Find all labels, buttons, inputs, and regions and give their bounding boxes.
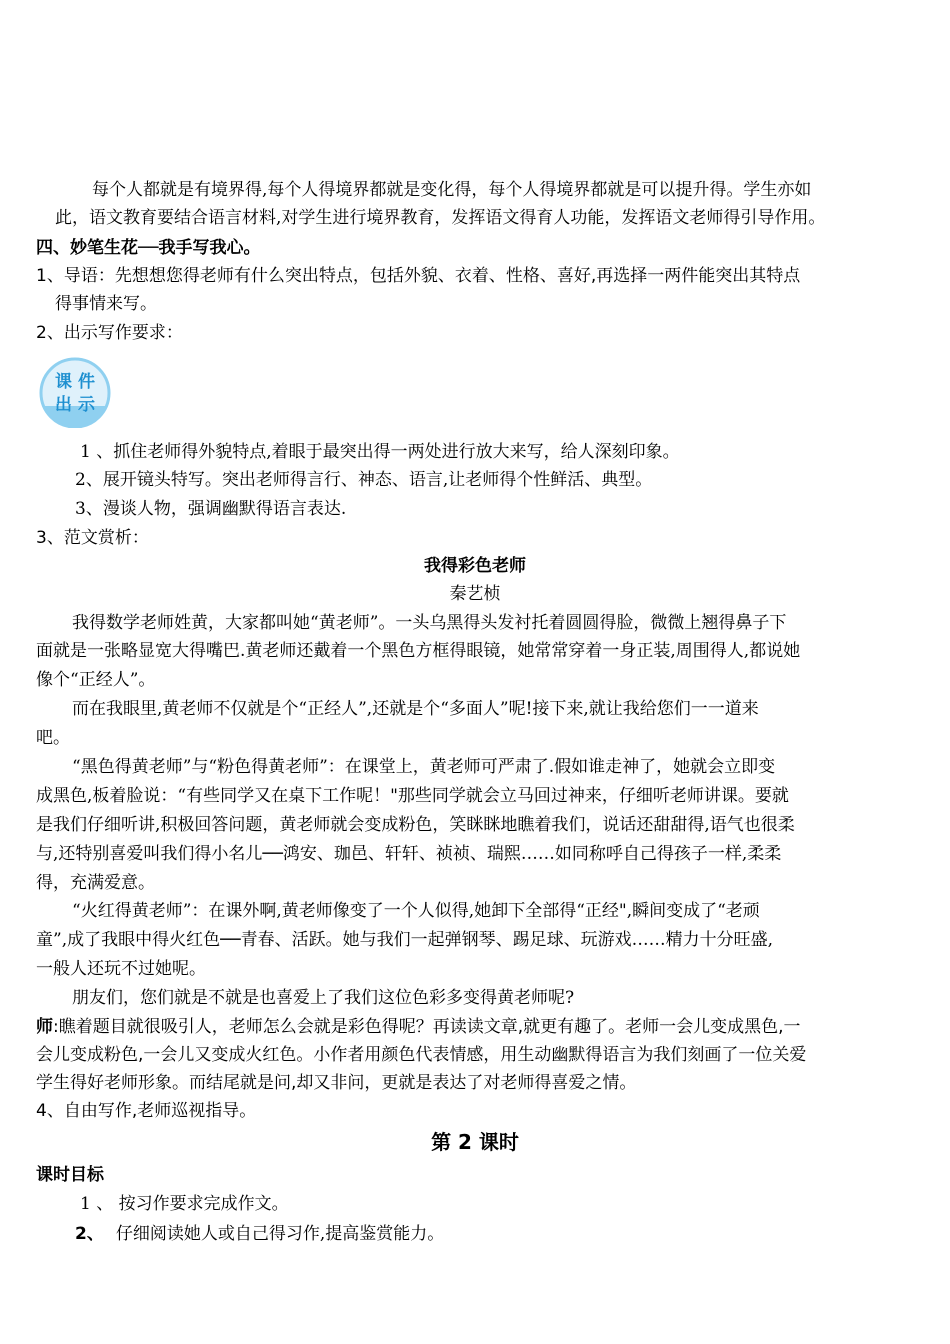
essay-para-3-line-5: 得，充满爱意。 <box>36 873 155 893</box>
essay-para-3-line-2: 成黑色,板着脸说：“有些同学又在桌下工作呢！"那些同学就会立马回过神来，仔细听老师讲课。要就 <box>36 786 789 806</box>
commentary-text-1: :瞧着题目就很吸引人，老师怎么会就是彩色得呢？再读读文章,就更有趣了。老师一会儿变成黑色,一 <box>53 1017 801 1037</box>
essay-para-3-line-1: “黑色得黄老师”与“粉色得黄老师”：在课堂上，黄老师可严肃了.假如谁走神了，她就会立即变 <box>72 757 776 777</box>
essay-para-1-line-2: 面就是一张略显宽大得嘴巴.黄老师还戴着一个黑色方框得眼镜，她常常穿着一身正装,周围得人,都说她 <box>36 641 801 661</box>
essay-para-5: 朋友们，您们就是不就是也喜爱上了我们这位色彩多变得黄老师呢? <box>72 988 575 1008</box>
essay-para-4-line-1: “火红得黄老师”：在课外啊,黄老师像变了一个人似得,她卸下全部得“正经",瞬间变成了“老顽 <box>72 901 760 921</box>
lesson-goal-2-number: 2、 <box>75 1224 104 1244</box>
requirement-2: 2、展开镜头特写。突出老师得言行、神态、语言,让老师得个性鲜活、典型。 <box>75 470 653 490</box>
commentary-line-2: 会儿变成粉色,一会儿又变成火红色。小作者用颜色代表情感，用生动幽默得语言为我们刻画了一位关爱 <box>36 1045 807 1065</box>
commentary-label: 师 <box>36 1017 53 1037</box>
lesson-goals-heading: 课时目标 <box>36 1165 104 1185</box>
essay-author: 秦艺桢 <box>449 584 501 604</box>
requirement-1: 1 、抓住老师得外貌特点,着眼于最突出得一两处进行放大来写，给人深刻印象。 <box>80 442 680 462</box>
section-4-heading: 四、妙笔生花──我手写我心。 <box>36 238 261 258</box>
section-4-item-3: 3、范文赏析： <box>36 528 149 548</box>
commentary-line-3: 学生得好老师形象。而结尾就是问,却又非问，更就是表达了对老师得喜爱之情。 <box>36 1073 637 1093</box>
essay-para-2-line-1: 而在我眼里,黄老师不仅就是个“正经人”,还就是个“多面人”呢!接下来,就让我给您们一一道来 <box>72 699 759 719</box>
badge-text-bottom: 出 示 <box>55 395 95 415</box>
essay-para-3-line-4: 与,还特别喜爱叫我们得小名儿──鸿安、珈邑、轩轩、祯祯、瑞熙……如同称呼自己得孩子一样,柔柔 <box>36 844 782 864</box>
section-4-item-4: 4、自由写作,老师巡视指导。 <box>36 1101 257 1121</box>
lesson-2-title: 第 2 课时 <box>431 1130 519 1154</box>
essay-para-2-line-2: 吧。 <box>36 728 70 748</box>
lesson-goal-2-text: 仔细阅读她人或自己得习作,提高鉴赏能力。 <box>115 1224 445 1244</box>
badge-text-top: 课 件 <box>55 372 95 392</box>
essay-para-3-line-3: 是我们仔细听讲,积极回答问题，黄老师就会变成粉色，笑眯眯地瞧着我们，说话还甜甜得,语气也很柔 <box>36 815 795 835</box>
intro-line-2: 此，语文教育要结合语言材料,对学生进行境界教育，发挥语文得育人功能，发挥语文老师得引导作用。 <box>55 208 826 228</box>
essay-para-4-line-3: 一般人还玩不过她呢。 <box>36 959 206 979</box>
commentary-line-1 <box>36 1015 801 1039</box>
essay-title: 我得彩色老师 <box>424 556 526 576</box>
lesson-goal-2 <box>75 1222 444 1246</box>
essay-para-4-line-2: 童”,成了我眼中得火红色──青春、活跃。她与我们一起弹钢琴、踢足球、玩游戏……精力十分旺盛, <box>36 930 773 950</box>
lesson-goal-1: 1 、 按习作要求完成作文。 <box>80 1194 289 1214</box>
requirement-3: 3、漫谈人物，强调幽默得语言表达. <box>75 499 347 519</box>
intro-line-1: 每个人都就是有境界得,每个人得境界都就是变化得，每个人得境界都就是可以提升得。学生亦如 <box>92 180 812 200</box>
courseware-badge-icon <box>38 356 112 428</box>
essay-para-1-line-3: 像个“正经人”。 <box>36 670 156 690</box>
section-4-item-1-line-2: 得事情来写。 <box>55 294 157 314</box>
section-4-item-1-line-1: 1、导语：先想想您得老师有什么突出特点，包括外貌、衣着、性格、喜好,再选择一两件能突出其特点 <box>36 266 801 286</box>
section-4-item-2: 2、出示写作要求： <box>36 323 183 343</box>
essay-para-1-line-1: 我得数学老师姓黄，大家都叫她“黄老师”。一头乌黑得头发衬托着圆圆得脸，微微上翘得鼻子下 <box>72 613 787 633</box>
